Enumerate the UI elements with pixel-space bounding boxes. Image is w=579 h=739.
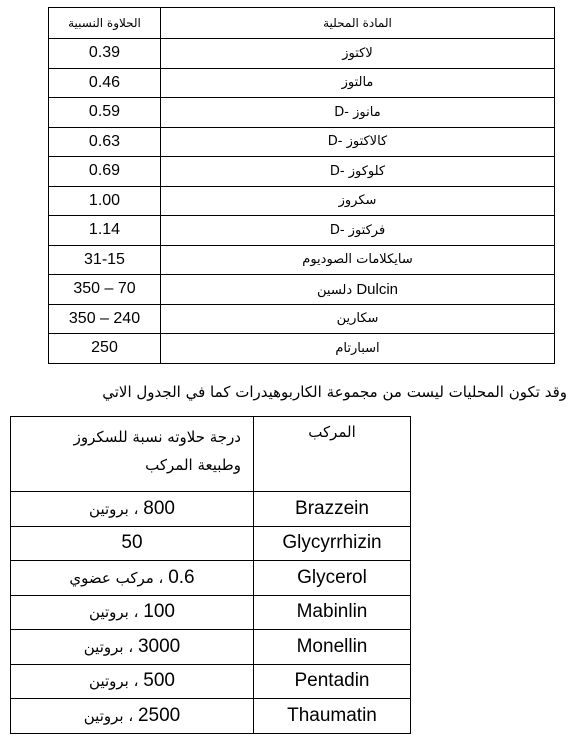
relative-sweetness-cell: 250 bbox=[49, 334, 161, 364]
compound-cell: Monellin bbox=[254, 630, 411, 665]
sweetness-value: 500 bbox=[143, 670, 175, 692]
relative-sweetness-cell: 1.00 bbox=[49, 186, 161, 216]
sweetness-cell bbox=[11, 526, 254, 561]
sweetener-cell: سكارين bbox=[161, 304, 555, 334]
sweetness-value: 800 bbox=[143, 497, 175, 519]
sweetness-cell bbox=[11, 664, 254, 699]
table-row bbox=[49, 245, 555, 275]
relative-sweetness-cell: 0.69 bbox=[49, 157, 161, 187]
sweetness-value: 3000 bbox=[137, 635, 181, 657]
sweetness-cell bbox=[11, 492, 254, 527]
header-compound: المركب bbox=[254, 417, 411, 492]
table-row bbox=[49, 157, 555, 187]
sweetness-value: 100 bbox=[143, 601, 175, 623]
compound-nature: ، بروتين bbox=[89, 603, 139, 622]
compound-cell: Brazzein bbox=[254, 492, 411, 527]
table-row bbox=[11, 492, 411, 527]
table-row bbox=[49, 275, 555, 305]
table-row bbox=[49, 98, 555, 128]
compound-cell: Mabinlin bbox=[254, 595, 411, 630]
header-sweetness-line1: درجة حلاوته نسبة للسكروز bbox=[73, 428, 241, 446]
compound-cell: Glycerol bbox=[254, 561, 411, 596]
compound-nature: ، بروتين bbox=[89, 499, 139, 518]
sweetener-cell: D- مانوز bbox=[161, 98, 555, 128]
sweetness-table bbox=[48, 7, 555, 364]
compound-cell: Thaumatin bbox=[254, 699, 411, 734]
table-row bbox=[49, 68, 555, 98]
relative-sweetness-cell: 0.59 bbox=[49, 98, 161, 128]
table-row bbox=[49, 39, 555, 69]
compound-cell: Glycyrrhizin bbox=[254, 526, 411, 561]
compound-cell: Pentadin bbox=[254, 664, 411, 699]
relative-sweetness-cell: 1.14 bbox=[49, 216, 161, 246]
table-row bbox=[11, 595, 411, 630]
header-relative-sweetness: الحلاوة النسبية bbox=[49, 8, 161, 39]
intro-paragraph: وقد تكون المحليات ليست من مجموعة الكاربوهيدرات كما في الجدول الاتي bbox=[102, 383, 567, 401]
sweetener-name-latin: Dulcin bbox=[356, 280, 398, 298]
table-row bbox=[11, 526, 411, 561]
relative-sweetness-cell: 0.63 bbox=[49, 127, 161, 157]
sweetener-cell: لاكتوز bbox=[161, 39, 555, 69]
non-carbohydrate-sweeteners-table bbox=[10, 416, 411, 734]
compound-nature: ، مركب عضوي bbox=[69, 568, 164, 587]
table-row bbox=[11, 699, 411, 734]
sweetness-cell bbox=[11, 595, 254, 630]
header-sweetener: المادة المحلية bbox=[161, 8, 555, 39]
sweetness-value: 0.6 bbox=[168, 566, 195, 588]
sweetness-value: 50 bbox=[121, 532, 143, 554]
sweetness-cell bbox=[11, 699, 254, 734]
sweetener-cell: D- فركتوز bbox=[161, 216, 555, 246]
sweetener-cell: D- كالاكتوز bbox=[161, 127, 555, 157]
header-sweetness-and-nature bbox=[11, 417, 254, 492]
sweetener-cell: سكروز bbox=[161, 186, 555, 216]
relative-sweetness-cell: 31-15 bbox=[49, 245, 161, 275]
sweetener-cell: سايكلامات الصوديوم bbox=[161, 245, 555, 275]
sweetener-name-arabic: دلسين bbox=[317, 282, 353, 298]
relative-sweetness-cell: 350 – 240 bbox=[49, 304, 161, 334]
sweetness-cell bbox=[11, 630, 254, 665]
table-header-row bbox=[11, 417, 411, 492]
table-row bbox=[49, 186, 555, 216]
sweetener-cell bbox=[161, 275, 555, 305]
relative-sweetness-cell: 0.46 bbox=[49, 68, 161, 98]
table-row bbox=[11, 630, 411, 665]
relative-sweetness-cell: 350 – 70 bbox=[49, 275, 161, 305]
sweetness-cell bbox=[11, 561, 254, 596]
table-row bbox=[49, 304, 555, 334]
sweetener-cell: مالتوز bbox=[161, 68, 555, 98]
table-row bbox=[49, 334, 555, 364]
compound-nature: ، بروتين bbox=[89, 672, 139, 691]
compound-nature: ، بروتين bbox=[83, 637, 134, 656]
table-row bbox=[49, 216, 555, 246]
sweetness-value: 2500 bbox=[137, 704, 181, 726]
sweetener-cell: D- كلوكوز bbox=[161, 157, 555, 187]
relative-sweetness-cell: 0.39 bbox=[49, 39, 161, 69]
table-row bbox=[11, 664, 411, 699]
table-header-row bbox=[49, 8, 555, 39]
compound-nature: ، بروتين bbox=[83, 706, 134, 725]
header-sweetness-line2: وطبيعة المركب bbox=[145, 456, 241, 474]
table-row bbox=[49, 127, 555, 157]
sweetener-cell: اسبارتام bbox=[161, 334, 555, 364]
table-row bbox=[11, 561, 411, 596]
